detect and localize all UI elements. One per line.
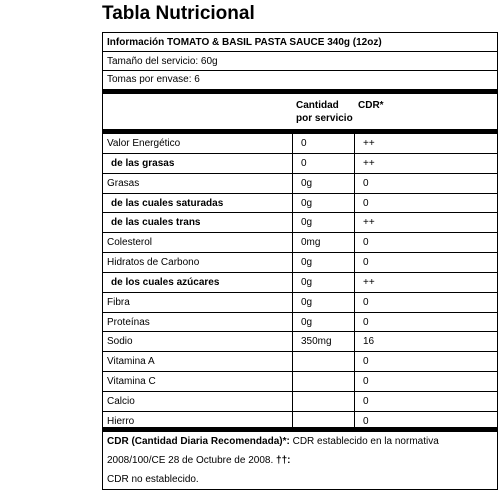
nutrient-amount: 0g xyxy=(301,316,313,328)
nutrient-label: de los cuales azúcares xyxy=(111,276,220,288)
nutrient-cdr: 0 xyxy=(363,177,369,189)
nutrient-cdr: 0 xyxy=(363,356,369,368)
table-row xyxy=(103,134,497,154)
nutrient-cdr: ++ xyxy=(363,157,375,169)
serving-size: Tamaño del servicio: 60g xyxy=(103,52,497,71)
header-amount: Cantidad por servicio xyxy=(296,100,353,124)
nutrient-label: Colesterol xyxy=(107,237,153,249)
nutrient-label: Grasas xyxy=(107,177,140,189)
table-row xyxy=(103,174,497,194)
table-row xyxy=(103,352,497,372)
nutrient-label: Fibra xyxy=(107,296,130,308)
nutrient-cdr: 0 xyxy=(363,296,369,308)
nutrient-amount: 0g xyxy=(301,296,313,308)
nutrient-label: de las cuales trans xyxy=(111,217,201,229)
nutrient-cdr: 0 xyxy=(363,257,369,269)
cdr-term: CDR (Cantidad Diaria Recomendada)*: xyxy=(107,435,290,447)
product-info: Información TOMATO & BASIL PASTA SAUCE 340g (12oz) xyxy=(103,33,497,52)
table-row xyxy=(103,154,497,174)
table-row xyxy=(103,332,497,352)
table-row xyxy=(103,273,497,293)
nutrition-table xyxy=(102,32,498,490)
nutrient-label: de las cuales saturadas xyxy=(111,197,224,209)
nutrient-cdr: 0 xyxy=(363,376,369,388)
nutrient-amount: 0 xyxy=(301,157,307,169)
table-row xyxy=(103,194,497,214)
table-row xyxy=(103,372,497,392)
nutrient-amount: 350mg xyxy=(301,336,332,348)
servings-per-container: Tomas por envase: 6 xyxy=(103,71,497,94)
table-row xyxy=(103,213,497,233)
nutrient-cdr: 16 xyxy=(363,336,375,348)
nutrient-amount: 0 xyxy=(301,138,307,149)
nutrient-rows xyxy=(103,134,497,432)
table-row xyxy=(103,233,497,253)
nutrient-amount: 0g xyxy=(301,197,313,209)
nutrient-cdr: 0 xyxy=(363,395,369,407)
nutrient-cdr: 0 xyxy=(363,415,369,427)
nutrient-amount: 0g xyxy=(301,177,313,189)
nutrient-amount: 0g xyxy=(301,217,313,229)
nutrient-label: Hidratos de Carbono xyxy=(107,257,200,269)
nutrient-amount: 0g xyxy=(301,276,313,288)
nutrient-cdr: 0 xyxy=(363,316,369,328)
nutrient-cdr: ++ xyxy=(363,138,375,149)
nutrient-cdr: 0 xyxy=(363,197,369,209)
table-row xyxy=(103,313,497,333)
table-row xyxy=(103,392,497,412)
nutrient-amount: 0g xyxy=(301,257,313,269)
table-header xyxy=(103,94,497,134)
nutrient-label: Sodio xyxy=(107,336,133,348)
footnote xyxy=(103,432,497,489)
table-row xyxy=(103,412,497,432)
nutrient-cdr: ++ xyxy=(363,217,375,229)
nutrient-amount: 0mg xyxy=(301,237,321,249)
table-row xyxy=(103,253,497,273)
nutrient-label: Vitamina A xyxy=(107,356,155,368)
nutrient-cdr: ++ xyxy=(363,276,375,288)
nutrient-label: Hierro xyxy=(107,415,135,427)
table-row xyxy=(103,293,497,313)
nutrient-label: Vitamina C xyxy=(107,376,156,388)
nutrient-label: Proteínas xyxy=(107,316,150,328)
nutrient-cdr: 0 xyxy=(363,237,369,249)
nutrient-label: Calcio xyxy=(107,395,135,407)
dagger-text: CDR no establecido. xyxy=(107,473,199,485)
page-title: Tabla Nutricional xyxy=(102,3,255,24)
dagger-term: ††: xyxy=(276,454,291,466)
header-cdr: CDR* xyxy=(358,100,384,111)
nutrient-label: de las grasas xyxy=(111,157,175,169)
cdr-text: CDR establecido en la normativa 2008/100/CE 28 de Octubre de 2008. xyxy=(107,435,439,466)
nutrient-label: Valor Energético xyxy=(107,138,181,149)
